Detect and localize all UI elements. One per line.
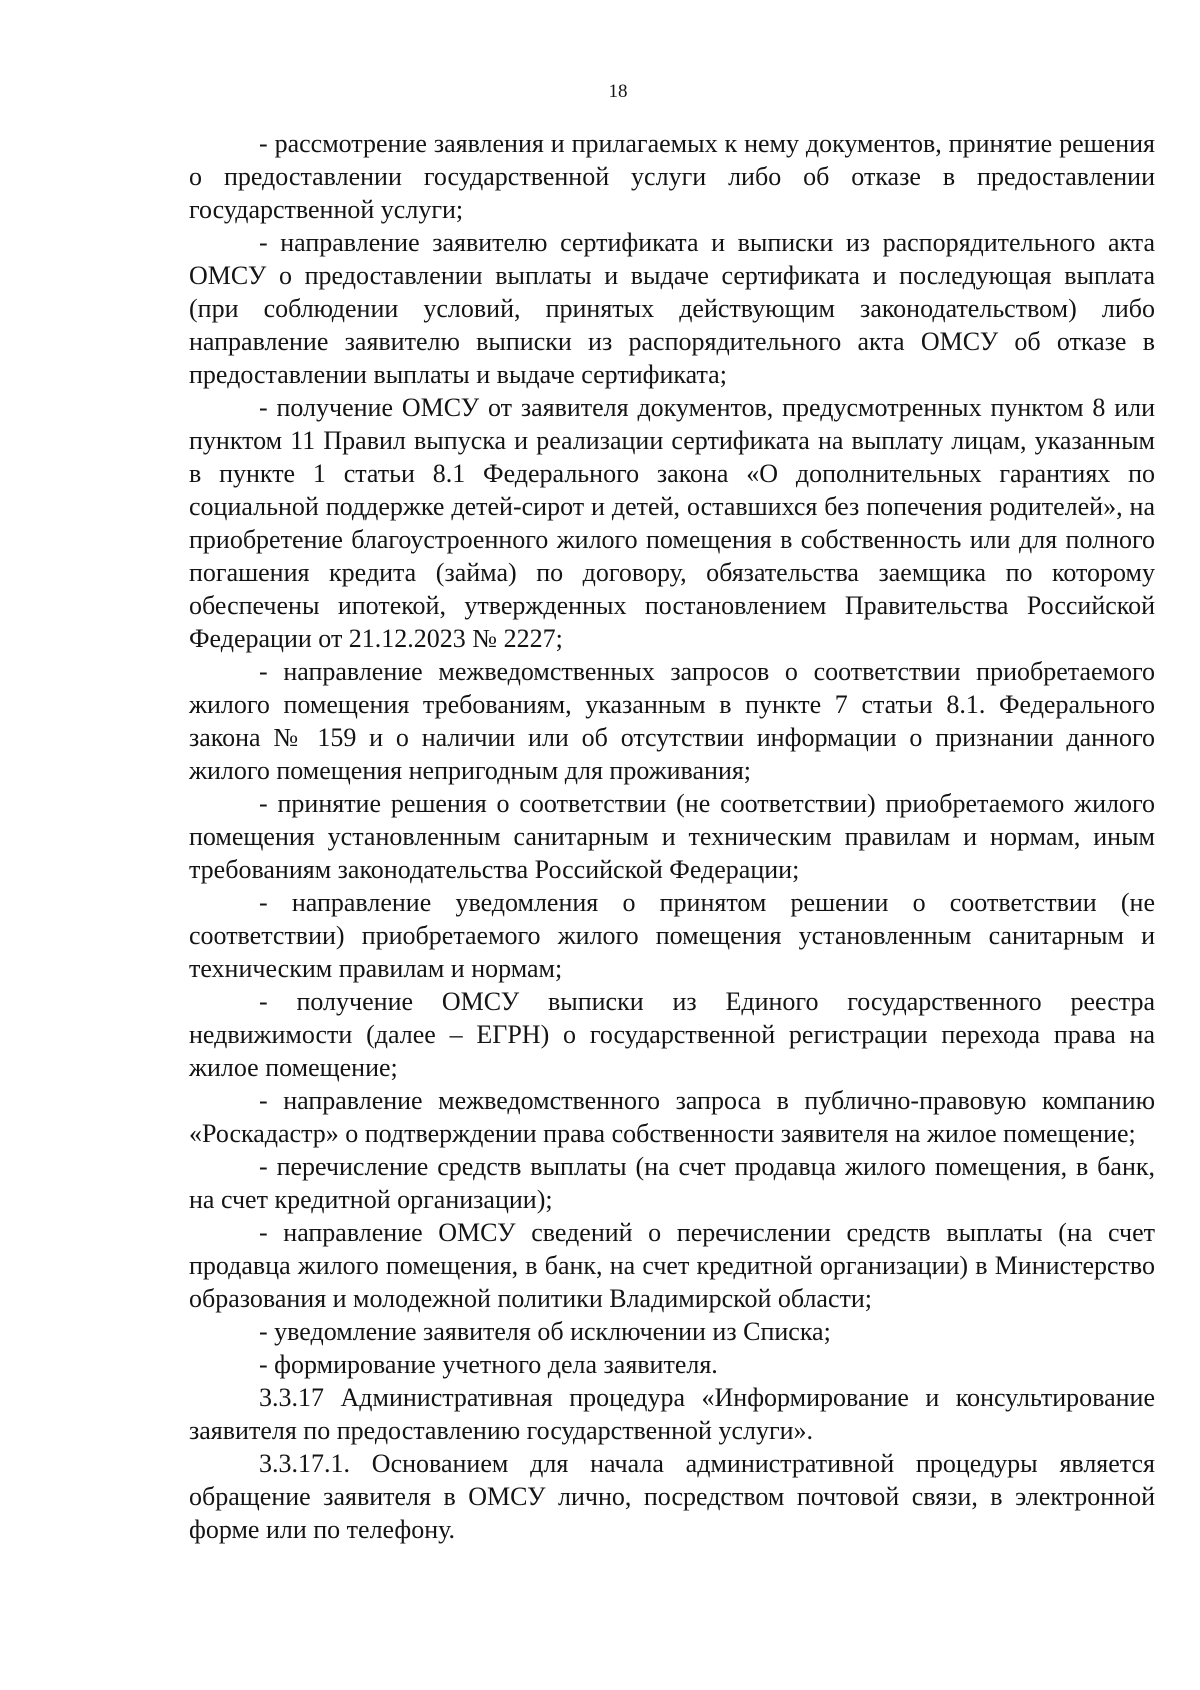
- paragraph-ministry-info: - направление ОМСУ сведений о перечислении средств выплаты (на счет продавца жилого помещения, в банк, на счет кредитной организации) в Министерство образования и молодежной политики Владимирской области;: [189, 1218, 1155, 1313]
- paragraph-section-3-3-17: 3.3.17 Административная процедура «Информирование и консультирование заявителя по предоставлению государственной услуги».: [189, 1383, 1155, 1445]
- paragraph-roskadastr-request: - направление межведомственного запроса в публично-правовую компанию «Роскадастр» о подтверждении права собственности заявителя на жилое помещение;: [189, 1086, 1155, 1148]
- page-number: 18: [608, 81, 628, 102]
- paragraph-certificate-sending: - направление заявителю сертификата и выписки из распорядительного акта ОМСУ о предоставлении выплаты и выдаче сертификата и последующая выплата (при соблюдении условий, принятых действующим законодательством) либо направление заявителю выписки из распорядительного акта ОМСУ об отказе в предоставлении выплаты и выдаче сертификата;: [189, 228, 1155, 389]
- paragraph-review-application: - рассмотрение заявления и прилагаемых к нему документов, принятие решения о предоставлении государственной услуги либо об отказе в предоставлении государственной услуги;: [189, 129, 1155, 224]
- paragraph-egrn-extract: - получение ОМСУ выписки из Единого государственного реестра недвижимости (далее – ЕГРН) о государственной регистрации перехода права на жилое помещение;: [189, 987, 1155, 1082]
- paragraph-receiving-documents: - получение ОМСУ от заявителя документов, предусмотренных пунктом 8 или пунктом 11 Правил выпуска и реализации сертификата на выплату лицам, указанным в пункте 1 статьи 8.1 Федерального закона «О дополнительных гарантиях по социальной поддержке детей-сирот и детей, оставшихся без попечения родителей», на приобретение благоустроенного жилого помещения в собственность или для полного погашения кредита (займа) по договору, обязательства заемщика по которому обеспечены ипотекой, утвержденных постановлением Правительства Российской Федерации от 21.12.2023 № 2227;: [189, 393, 1155, 653]
- paragraph-interagency-requests: - направление межведомственных запросов о соответствии приобретаемого жилого помещения требованиям, указанным в пункте 7 статьи 8.1. Федерального закона № 159 и о наличии или об отсутствии информации о признании данного жилого помещения непригодным для проживания;: [189, 657, 1155, 785]
- paragraph-exclusion-notice: - уведомление заявителя об исключении из Списка;: [259, 1317, 831, 1346]
- paragraph-case-file: - формирование учетного дела заявителя.: [259, 1350, 718, 1379]
- paragraph-section-3-3-17-1: 3.3.17.1. Основанием для начала административной процедуры является обращение заявителя в ОМСУ лично, посредством почтовой связи, в электронной форме или по телефону.: [189, 1449, 1155, 1544]
- paragraph-payment-transfer: - перечисление средств выплаты (на счет продавца жилого помещения, в банк, на счет кредитной организации);: [189, 1152, 1155, 1214]
- paragraph-decision-notice: - направление уведомления о принятом решении о соответствии (не соответствии) приобретаемого жилого помещения установленным санитарным и техническим правилам и нормам;: [189, 888, 1155, 983]
- paragraph-compliance-decision: - принятие решения о соответствии (не соответствии) приобретаемого жилого помещения установленным санитарным и техническим правилам и нормам, иным требованиям законодательства Российской Федерации;: [189, 789, 1155, 884]
- document-body: [189, 127, 1155, 1546]
